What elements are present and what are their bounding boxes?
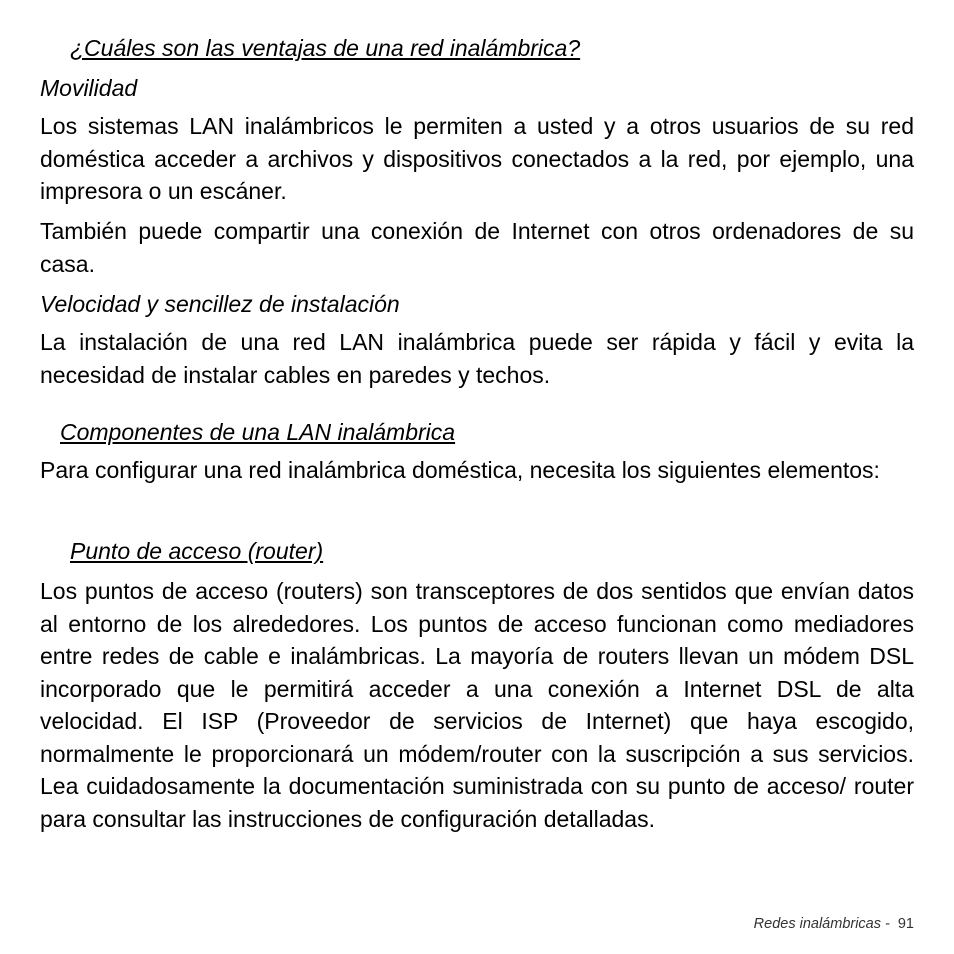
heading-movilidad: Movilidad bbox=[40, 75, 138, 101]
heading-componentes-link[interactable]: Componentes de una LAN inalámbrica bbox=[60, 419, 456, 445]
paragraph-movilidad-2: También puede compartir una conexión de Internet con otros ordenadores de su casa. bbox=[40, 218, 914, 277]
paragraph-movilidad-1: Los sistemas LAN inalámbricos le permiten a usted y a otros usuarios de su red doméstica acceder a archivos y dispositivos conectados a la red, por ejemplo, una impresora o un escáner. bbox=[40, 113, 914, 204]
paragraph-componentes-1: Para configurar una red inalámbrica doméstica, necesita los siguientes elementos: bbox=[40, 457, 880, 483]
paragraph-punto-acceso-1: Los puntos de acceso (routers) son transceptores de dos sentidos que envían datos al entorno de los alrededores. Los puntos de acceso funcionan como mediadores entre redes de cable e inalámbricas. La mayoría de routers llevan un módem DSL incorporado que le permitirá acceder a una conexión a Internet DSL de alta velocidad. El ISP (Proveedor de servicios de Internet) que haya escogido, normalmente le proporcionará un módem/router con la suscripción a sus servicios. Lea cuidadosamente la documentación suministrada con su punto de acceso/ router para consultar las instrucciones de configuración detalladas. bbox=[40, 578, 914, 832]
page-number: 91 bbox=[897, 916, 914, 932]
heading-velocidad: Velocidad y sencillez de instalación bbox=[40, 291, 400, 317]
heading-punto-acceso-link[interactable]: Punto de acceso (router) bbox=[70, 538, 324, 564]
paragraph-velocidad-1: La instalación de una red LAN inalámbrica puede ser rápida y fácil y evita la necesidad de instalar cables en paredes y techos. bbox=[40, 329, 914, 388]
heading-ventajas-link[interactable]: ¿Cuáles son las ventajas de una red inalámbrica? bbox=[70, 35, 581, 61]
page-footer bbox=[754, 916, 914, 932]
footer-section-label: Redes inalámbricas - bbox=[753, 916, 890, 932]
